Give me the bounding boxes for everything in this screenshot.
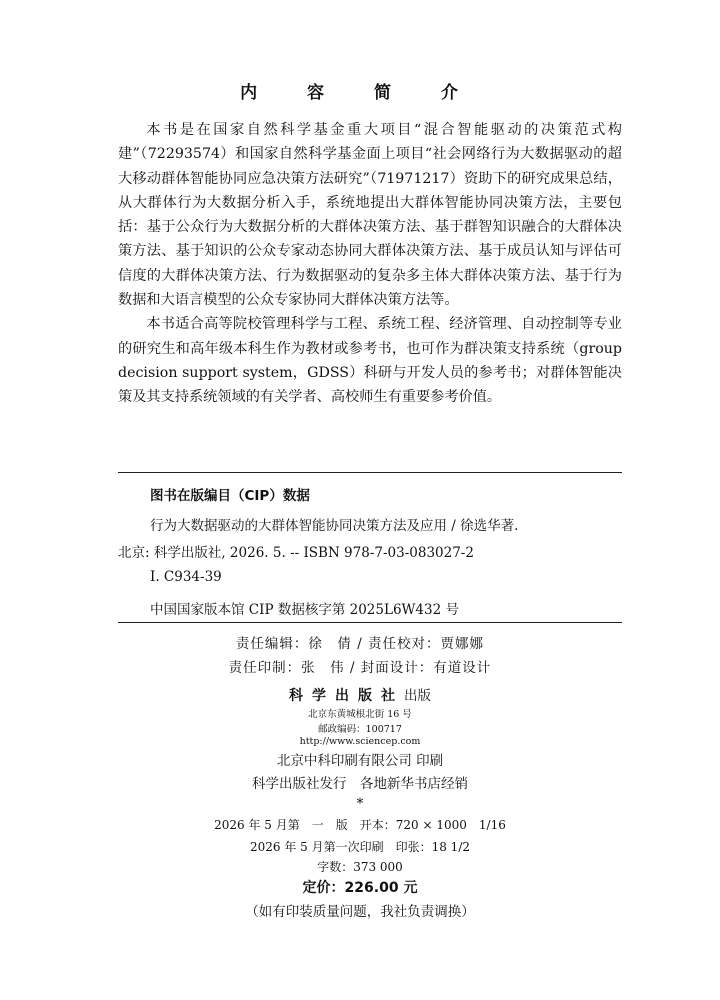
publisher-address: 北京东黄城根北街 16 号 [308,709,412,720]
summary-body [118,118,622,410]
edition-line: 2026 年 5 月第 一 版 开本：720 × 1000 1/16 [214,818,506,832]
credits-production: 责任印制：张 伟 / 封面设计：有道设计 [228,660,492,676]
cip-publisher-line: 北京: 科学出版社, 2026. 5. -- ISBN 978-7-03-083027-2 [118,545,474,561]
summary-paragraph: 本书是在国家自然科学基金重大项目“混合智能驱动的决策范式构建”（72293574）和国家自然科学基金面上项目“社会网络行为大数据驱动的超大移动群体智能协同应急决策方法研究”（71971217）资助下的研究成果总结，从大群体行为大数据分析入手，系统地提出大群体智能协同决策方法，主要包括：基于公众行为大数据分析的大群体决策方法、基于群智知识融合的大群体决策方法、基于知识的公众专家动态协同大群体决策方法、基于成员认知与评估可信度的大群体决策方法、行为数据驱动的复杂多主体大群体决策方法、基于行为数据和大语言模型的公众专家协同大群体决策方法等。 [118,122,622,309]
publisher-postcode: 邮政编码：100717 [318,724,402,735]
cip-record-number: 中国国家版本馆 CIP 数据核字第 2025L6W432 号 [150,602,459,618]
summary-paragraph: 本书适合高等院校管理科学与工程、系统工程、经济管理、自动控制等专业的研究生和高年级本科生作为教材或参考书，也可作为群决策支持系统（group decision support system，GDSS）科研与开发人员的参考书；对群体智能决策及其支持系统领域的有关学者、高校师生有重要参考价值。 [118,316,622,406]
distribution-line: 科学出版社发行 各地新华书店经销 [252,776,468,792]
publisher-suffix: 出版 [404,688,431,704]
separator-star: * [356,796,364,812]
publisher-logo: 科学出版社 [289,688,404,704]
publisher-line [0,684,720,705]
printer-line: 北京中科印刷有限公司 印刷 [276,753,444,769]
cip-classification: Ⅰ. C934-39 [150,569,222,585]
cip-title-line: 行为大数据驱动的大群体智能协同决策方法及应用 / 徐选华著. [150,518,519,534]
publisher-website: http://www.sciencep.com [299,736,421,747]
wordcount-line: 字数：373 000 [317,860,403,874]
cip-bottom-rule [118,622,622,623]
printing-line: 2026 年 5 月第一次印刷 印张：18 1/2 [249,840,470,854]
cip-heading: 图书在版编目（CIP）数据 [150,488,310,504]
cip-top-rule [118,472,622,473]
price-line: 定价：226.00 元 [302,880,418,896]
credits-editors: 责任编辑：徐 倩 / 责任校对：贾娜娜 [235,636,485,652]
quality-notice: （如有印装质量问题，我社负责调换） [245,904,475,920]
summary-title: 内 容 简 介 [240,83,480,103]
